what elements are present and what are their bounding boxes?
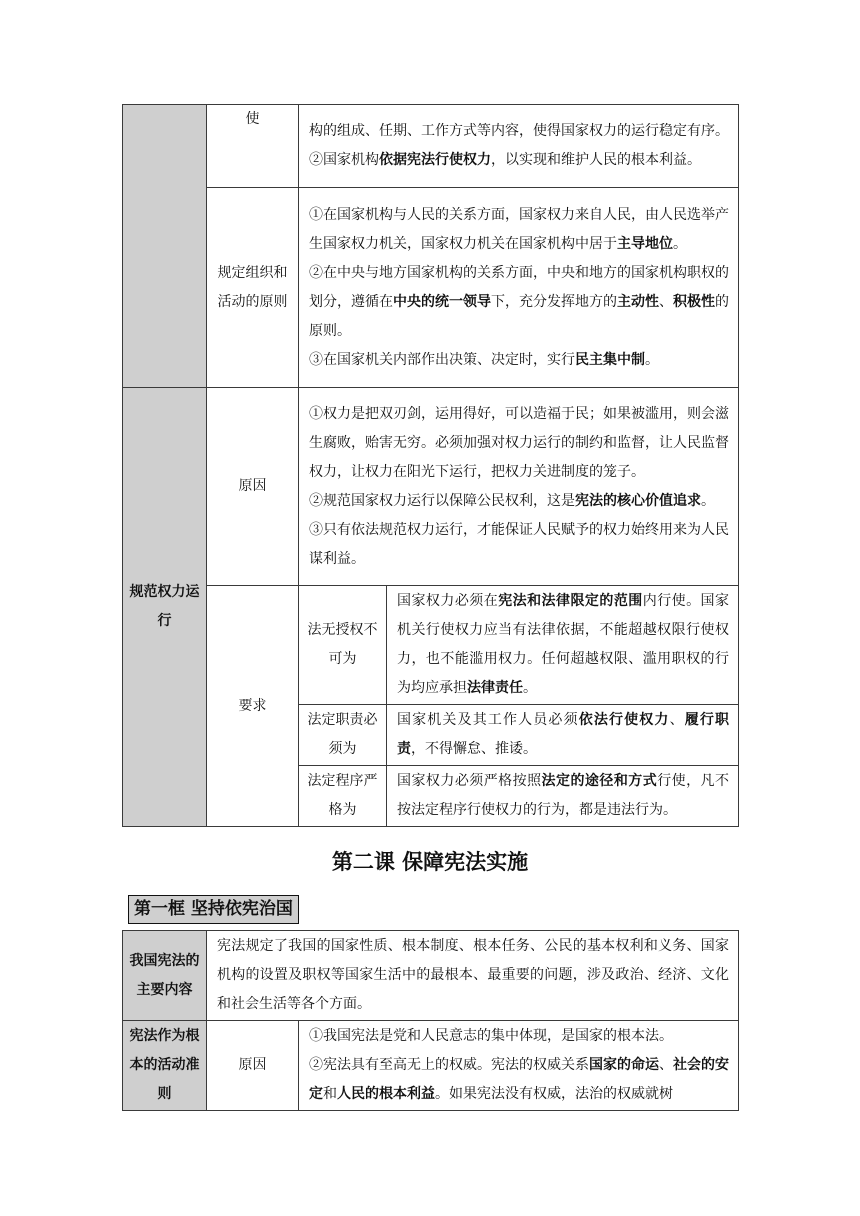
constitution-table [122, 930, 739, 1111]
paragraph: ②在中央与地方国家机构的关系方面，中央和地方的国家机构职权的划分，遵循在中央的统一领导下，充分发挥地方的主动性、积极性的原则。 [309, 264, 729, 339]
row-content [299, 1021, 739, 1111]
group-label: 规范权力运行 [123, 388, 207, 827]
paragraph: ②规范国家权力运行以保障公民权利，这是宪法的核心价值追求。 [309, 492, 715, 509]
row-label: 规定组织和活动的原则 [207, 188, 299, 388]
paragraph: ①我国宪法是党和人民意志的集中体现，是国家的根本法。 [309, 1028, 673, 1044]
sub-label: 法定程序严格为 [299, 766, 387, 827]
emphasis-text: 人民的根本利益 [337, 1086, 435, 1102]
sub-label: 法定职责必须为 [299, 705, 387, 766]
sub-content: 国家权力必须严格按照法定的途径和方式行使，凡不按法定程序行使权力的行为，都是违法行为。 [387, 766, 739, 827]
emphasis-text: 主动性 [617, 293, 659, 310]
paragraph: ②宪法具有至高无上的权威。宪法的权威关系国家的命运、社会的安定和人民的根本利益。如果宪法没有权威，法治的权威就树 [309, 1057, 729, 1102]
emphasis-text: 宪法和法律限定的范围 [498, 593, 643, 609]
emphasis-text: 履行职责 [397, 712, 730, 757]
table-row [123, 188, 739, 388]
paragraph: ③在国家机关内部作出决策、决定时，实行民主集中制。 [309, 351, 659, 368]
row-content [299, 188, 739, 388]
paragraph: ②国家机构依据宪法行使权力，以实现和维护人民的根本利益。 [309, 152, 701, 168]
emphasis-text: 国家的命运 [589, 1057, 659, 1073]
row-label: 原因 [207, 388, 299, 586]
emphasis-text: 宪法的核心价值追求 [575, 492, 701, 509]
paragraph: ③只有依法规范权力运行，才能保证人民赋予的权力始终用来为人民谋利益。 [309, 521, 729, 567]
row-content [299, 388, 739, 586]
table-row [123, 1021, 739, 1111]
section-heading: 第一框 坚持依宪治国 [128, 895, 299, 924]
table-row [123, 388, 739, 586]
rights-norms-table [122, 104, 739, 827]
table-row [123, 931, 739, 1021]
emphasis-text: 依据宪法行使权力 [379, 152, 491, 168]
group-cell-blank [123, 105, 207, 388]
emphasis-text: 主导地位 [617, 235, 673, 252]
paragraph: ①权力是把双刃剑，运用得好，可以造福于民；如果被滥用，则会滋生腐败，贻害无穷。必须加强对权力运行的制约和监督，让人民监督权力，让权力在阳光下运行，把权力关进制度的笼子。 [309, 405, 729, 480]
table-row [123, 586, 739, 705]
row-label: 我国宪法的主要内容 [123, 931, 207, 1021]
emphasis-text: 积极性 [673, 293, 715, 310]
sub-label: 法无授权不可为 [299, 586, 387, 705]
row-content: 宪法规定了我国的国家性质、根本制度、根本任务、公民的基本权利和义务、国家机构的设置及职权等国家生活中的最根本、最重要的问题，涉及政治、经济、文化和社会生活等各个方面。 [207, 931, 739, 1021]
paragraph: 构的组成、任期、工作方式等内容，使得国家权力的运行稳定有序。 [309, 123, 729, 139]
row-content [299, 105, 739, 188]
emphasis-text: 民主集中制 [575, 351, 645, 368]
row-label: 要求 [207, 586, 299, 827]
sub-label: 原因 [207, 1021, 299, 1111]
emphasis-text: 社会的安定 [309, 1057, 729, 1102]
lesson-title: 第二课 保障宪法实施 [331, 850, 529, 874]
row-label: 宪法作为根本的活动准则 [123, 1021, 207, 1111]
paragraph: ①在国家机构与人民的关系方面，国家权力来自人民，由人民选举产生国家权力机关，国家权力机关在国家机构中居于主导地位。 [309, 206, 729, 252]
emphasis-text: 依法行使权力 [578, 712, 670, 728]
table-row [123, 105, 739, 188]
row-label: 使 [207, 105, 299, 188]
sub-content: 国家机关及其工作人员必须依法行使权力、履行职责，不得懈怠、推诿。 [387, 705, 739, 766]
sub-content: 国家权力必须在宪法和法律限定的范围内行使。国家机关行使权力应当有法律依据，不能超越权限行使权力，也不能滥用权力。任何超越权限、滥用职权的行为均应承担法律责任。 [387, 586, 739, 705]
emphasis-text: 中央的统一领导 [393, 293, 491, 310]
emphasis-text: 法律责任 [467, 680, 523, 696]
emphasis-text: 法定的途径和方式 [541, 773, 658, 789]
